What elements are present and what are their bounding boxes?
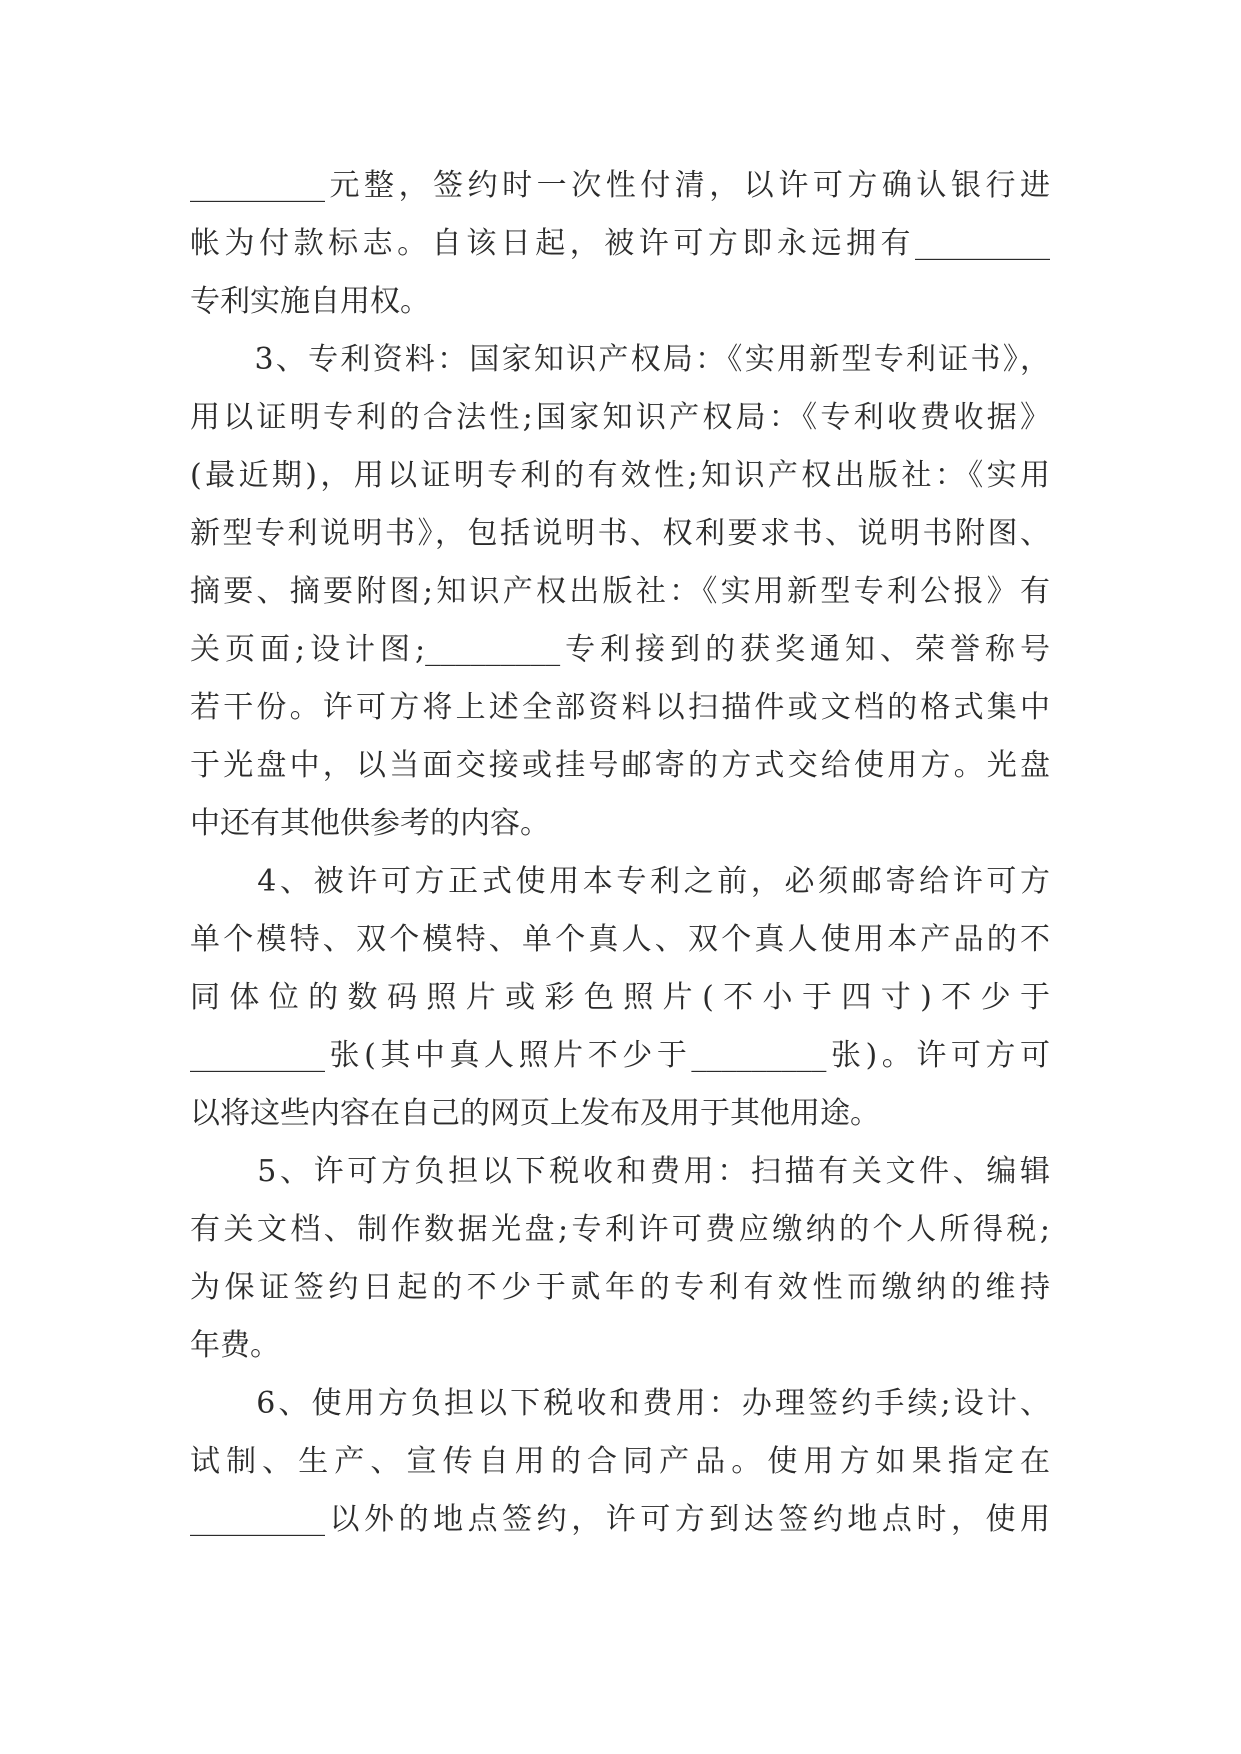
- text-line: 以将这些内容在自己的网页上发布及用于其他用途。: [190, 1096, 880, 1131]
- text-line: (最近期)，用以证明专利的有效性;知识产权出版社：《实用: [190, 458, 1050, 493]
- document-body: [190, 157, 1050, 1549]
- text-line: 试制、生产、宣传自用的合同产品。使用方如果指定在: [190, 1444, 1050, 1479]
- text-line: 专利实施自用权。: [190, 284, 430, 319]
- text-line: 有关文档、制作数据光盘;专利许可费应缴纳的个人所得税;: [190, 1212, 1050, 1247]
- text-line: 于光盘中，以当面交接或挂号邮寄的方式交给使用方。光盘: [190, 748, 1050, 783]
- text-line: 中还有其他供参考的内容。: [190, 806, 550, 841]
- paragraph-payment: [190, 157, 1050, 331]
- text-line: _________以外的地点签约，许可方到达签约地点时，使用: [190, 1502, 1050, 1537]
- text-line: 同体位的数码照片或彩色照片(不小于四寸)不少于: [190, 980, 1050, 1015]
- text-line: 年费。: [190, 1328, 280, 1363]
- text-line: 4、被许可方正式使用本专利之前，必须邮寄给许可方: [190, 864, 1050, 899]
- paragraph-licensee-costs: [190, 1375, 1050, 1549]
- text-line: 为保证签约日起的不少于贰年的专利有效性而缴纳的维持: [190, 1270, 1050, 1305]
- text-line: 单个模特、双个模特、单个真人、双个真人使用本产品的不: [190, 922, 1050, 957]
- text-line: 帐为付款标志。自该日起，被许可方即永远拥有_________: [190, 226, 1050, 261]
- text-line: 摘要、摘要附图;知识产权出版社：《实用新型专利公报》有: [190, 574, 1050, 609]
- text-line: _________元整，签约时一次性付清，以许可方确认银行进: [190, 168, 1050, 203]
- text-line: 新型专利说明书》，包括说明书、权利要求书、说明书附图、: [190, 516, 1050, 551]
- text-line: 6、使用方负担以下税收和费用：办理签约手续;设计、: [190, 1386, 1050, 1421]
- text-line: _________张(其中真人照片不少于_________张)。许可方可: [190, 1038, 1050, 1073]
- text-line: 3、专利资料：国家知识产权局：《实用新型专利证书》，: [190, 342, 1050, 377]
- paragraph-licensor-costs: [190, 1143, 1050, 1375]
- paragraph-photos: [190, 853, 1050, 1143]
- text-line: 用以证明专利的合法性;国家知识产权局：《专利收费收据》: [190, 400, 1050, 435]
- paragraph-patent-materials: [190, 331, 1050, 853]
- text-line: 5、许可方负担以下税收和费用：扫描有关文件、编辑: [190, 1154, 1050, 1189]
- text-line: 关页面;设计图;_________专利接到的获奖通知、荣誉称号: [190, 632, 1050, 667]
- text-line: 若干份。许可方将上述全部资料以扫描件或文档的格式集中: [190, 690, 1050, 725]
